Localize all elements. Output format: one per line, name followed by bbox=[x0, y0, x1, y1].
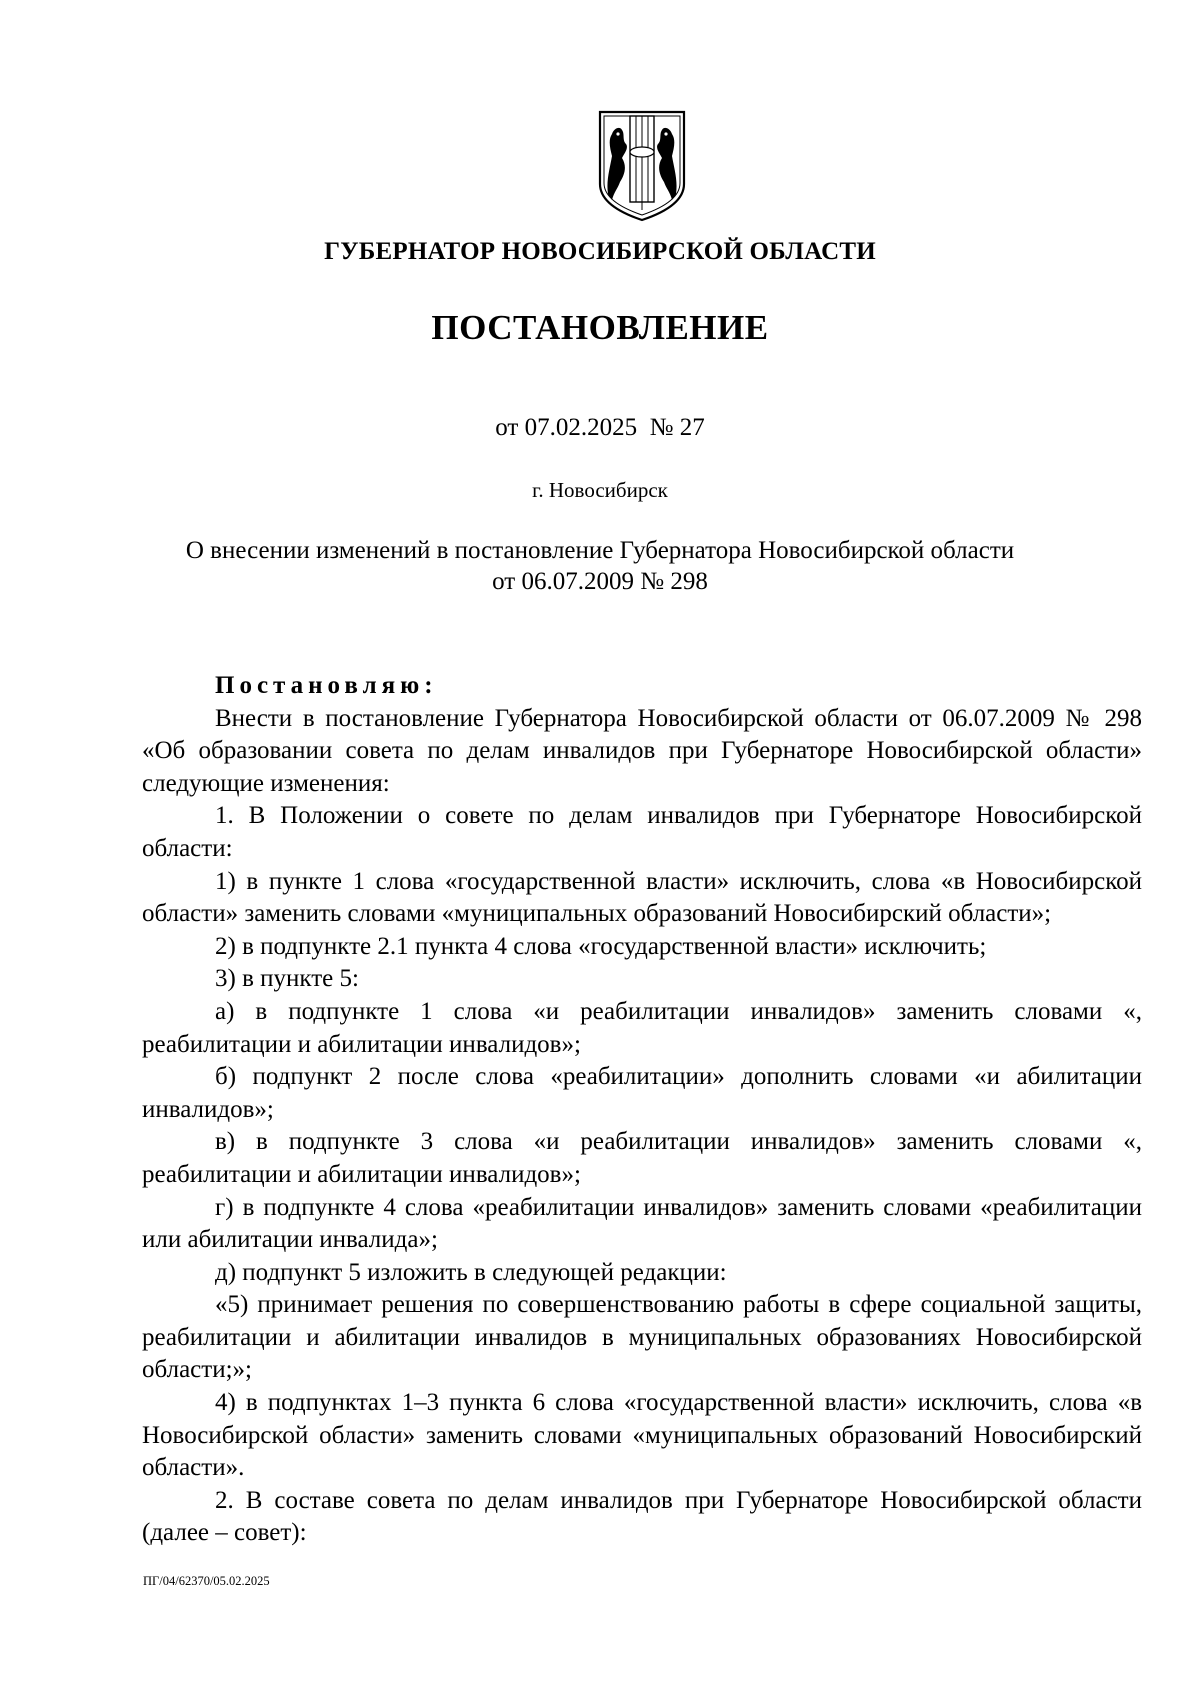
document-subject bbox=[0, 535, 1200, 597]
document-code: ПГ/04/62370/05.02.2025 bbox=[143, 1574, 270, 1588]
coat-of-arms-icon bbox=[598, 110, 686, 222]
body-paragraph: 4) в подпунктах 1–3 пункта 6 слова «государственной власти» исключить, слова «в Новосибирской области» заменить словами «муниципальных образований Новосибирский области». bbox=[142, 1389, 1142, 1482]
body-paragraph: в) в подпункте 3 слова «и реабилитации инвалидов» заменить словами «, реабилитации и абилитации инвалидов»; bbox=[142, 1128, 1142, 1188]
authority-title: ГУБЕРНАТОР НОВОСИБИРСКОЙ ОБЛАСТИ bbox=[324, 238, 876, 265]
subject-line: О внесении изменений в постановление Губернатора Новосибирской области bbox=[185, 537, 1015, 564]
body-paragraph: 1. В Положении о совете по делам инвалидов при Губернаторе Новосибирской области: bbox=[142, 802, 1142, 862]
body-paragraph: 2. В составе совета по делам инвалидов при Губернаторе Новосибирской области (далее – совет): bbox=[142, 1486, 1142, 1547]
document-type-title: ПОСТАНОВЛЕНИЕ bbox=[431, 308, 769, 347]
body-paragraph: б) подпункт 2 после слова «реабилитации» дополнить словами «и абилитации инвалидов»; bbox=[142, 1063, 1142, 1123]
body-paragraph: 2) в подпункте 2.1 пункта 4 слова «государственной власти» исключить; bbox=[215, 932, 987, 960]
body-paragraph: «5) принимает решения по совершенствованию работы в сфере социальной защиты, реабилитации и абилитации инвалидов в муниципальных образованиях Новосибирской области;»; bbox=[142, 1291, 1142, 1384]
document-body bbox=[142, 670, 1142, 1550]
body-paragraph: 3) в пункте 5: bbox=[215, 965, 359, 993]
body-paragraph: 1) в пункте 1 слова «государственной власти» исключить, слова «в Новосибирской области» заменить словами «муниципальных образований Новосибирский области»; bbox=[142, 867, 1142, 928]
date-number: от 07.02.2025 № 27 bbox=[495, 414, 705, 441]
body-paragraph: д) подпункт 5 изложить в следующей редакции: bbox=[215, 1258, 727, 1286]
city: г. Новосибирск bbox=[532, 478, 668, 502]
subject-line: от 06.07.2009 № 298 bbox=[492, 568, 708, 595]
resolution-lead: Постановляю: bbox=[215, 672, 438, 699]
body-paragraph: Внести в постановление Губернатора Новосибирской области от 06.07.2009 № 298 «Об образовании совета по делам инвалидов при Губернаторе Новосибирской области» следующие изменения: bbox=[142, 704, 1142, 797]
body-paragraph: г) в подпункте 4 слова «реабилитации инвалидов» заменить словами «реабилитации или абилитации инвалида»; bbox=[142, 1193, 1142, 1254]
body-paragraph: а) в подпункте 1 слова «и реабилитации инвалидов» заменить словами «, реабилитации и абилитации инвалидов»; bbox=[142, 997, 1142, 1058]
